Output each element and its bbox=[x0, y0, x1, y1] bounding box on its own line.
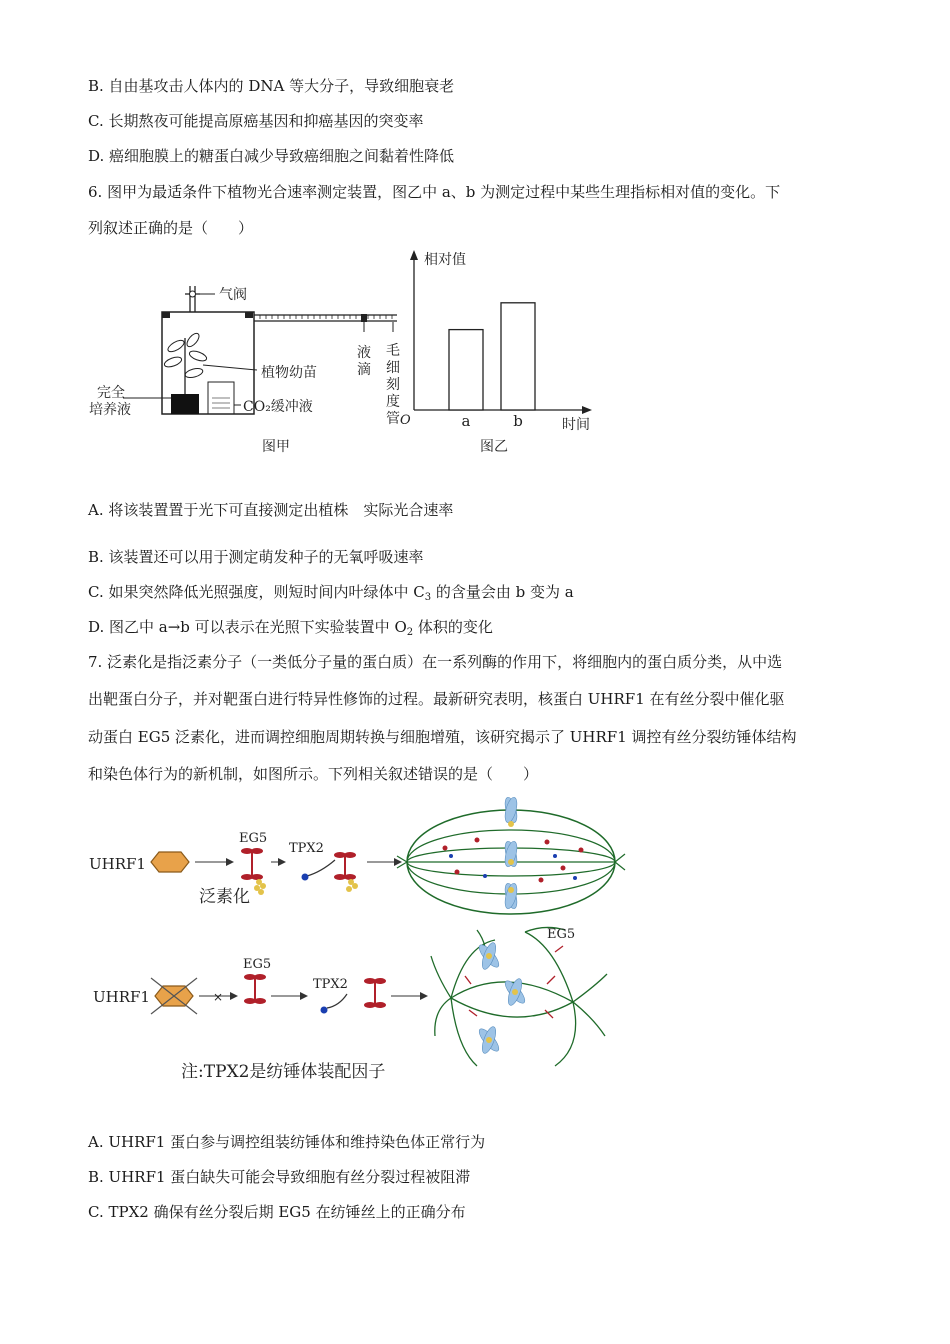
label-droplet-1: 液 bbox=[357, 345, 371, 361]
x-axis-arrow bbox=[582, 406, 592, 414]
q7-stem-line1: 7. 泛素化是指泛素分子（一类低分子量的蛋白质）在一系列酶的作用下，将细胞内的蛋白质分类，从中选 bbox=[88, 653, 783, 671]
figure-jia-apparatus bbox=[85, 270, 405, 460]
tpx2-label-top: TPX2 bbox=[289, 841, 324, 856]
caption-yi: 图乙 bbox=[480, 439, 508, 455]
uhrf1-label-top: UHRF1 bbox=[89, 855, 146, 873]
uhrf1-label-bottom: UHRF1 bbox=[93, 988, 150, 1006]
tpx2-separate bbox=[321, 994, 348, 1014]
label-valve: 气阀 bbox=[219, 287, 247, 303]
q6-stem-line1: 6. 图甲为最适条件下植物光合速率测定装置，图乙中 a、b 为测定过程中某些生理指标相对值的变化。下 bbox=[88, 183, 781, 201]
bar-a bbox=[449, 330, 483, 410]
eg5-label-spindle: EG5 bbox=[547, 927, 576, 942]
uhrf1-protein-top bbox=[151, 852, 189, 872]
eg5-protein-unbound bbox=[364, 978, 386, 1008]
q6-option-c-text: C. 如果突然降低光照强度，则短时间内叶绿体中 C bbox=[88, 583, 425, 601]
figure-note: 注:TPX2是纺锤体装配因子 bbox=[181, 1062, 386, 1082]
origin-label: O bbox=[400, 413, 411, 428]
ubiquitination-label: 泛素化 bbox=[199, 887, 250, 907]
label-seedling: 植物幼苗 bbox=[261, 365, 317, 381]
bar-b bbox=[501, 303, 535, 410]
label-capillary-3: 刻 bbox=[386, 377, 400, 393]
normal-spindle bbox=[397, 796, 625, 914]
q7-stem-line3: 动蛋白 EG5 泛素化，进而调控细胞周期转换与细胞增殖，该研究揭示了 UHRF1 调控有丝分裂纺锤体结构 bbox=[88, 728, 797, 746]
q5-option-b: B. 自由基攻击人体内的 DNA 等大分子，导致细胞衰老 bbox=[88, 77, 455, 95]
q6-option-d-text: D. 图乙中 a→b 可以表示在光照下实验装置中 O bbox=[88, 618, 407, 636]
q7-stem-line4: 和染色体行为的新机制，如图所示。下列相关叙述错误的是（ ） bbox=[88, 765, 539, 783]
q6-option-d-text-end: 体积的变化 bbox=[417, 618, 493, 636]
label-capillary-2: 细 bbox=[386, 360, 400, 376]
label-capillary-4: 度 bbox=[386, 394, 400, 410]
label-solution-1: 完全 bbox=[97, 385, 125, 401]
q5-option-d: D. 癌细胞膜上的糖蛋白减少导致癌细胞之间黏着性降低 bbox=[88, 147, 455, 165]
blocked-x-mark: × bbox=[213, 990, 224, 1004]
label-buffer: CO₂缓冲液 bbox=[243, 399, 313, 415]
figure-uhrf1-pathway bbox=[85, 796, 645, 1088]
q7-option-a: A. UHRF1 蛋白参与调控组装纺锤体和维持染色体正常行为 bbox=[88, 1133, 486, 1151]
caption-jia: 图甲 bbox=[262, 439, 290, 455]
label-solution-2: 培养液 bbox=[89, 402, 131, 418]
tpx2-label-bottom: TPX2 bbox=[313, 977, 348, 992]
eg5-protein-plain bbox=[244, 974, 266, 1004]
tpx2-eg5-complex bbox=[302, 852, 359, 892]
q6-option-b: B. 该装置还可以用于测定萌发种子的无氧呼吸速率 bbox=[88, 548, 424, 566]
label-capillary-1: 毛 bbox=[386, 343, 400, 359]
q6-option-d bbox=[88, 617, 493, 643]
q6-option-a: A. 将该装置置于光下可直接测定出植株 实际光合速率 bbox=[88, 501, 454, 519]
eg5-label-top: EG5 bbox=[239, 831, 268, 846]
y-axis-label: 相对值 bbox=[424, 252, 466, 268]
eg5-label-bottom: EG5 bbox=[243, 957, 272, 972]
q7-option-c: C. TPX2 确保有丝分裂后期 EG5 在纺锤丝上的正确分布 bbox=[88, 1203, 466, 1221]
q7-option-b: B. UHRF1 蛋白缺失可能会导致细胞有丝分裂过程被阻滞 bbox=[88, 1168, 471, 1186]
category-label-a: a bbox=[461, 412, 471, 430]
category-label-b: b bbox=[513, 412, 523, 430]
q7-stem-line2: 出靶蛋白分子，并对靶蛋白进行特异性修饰的过程。最新研究表明，核蛋白 UHRF1 在有丝分裂中催化驱 bbox=[88, 690, 785, 708]
abnormal-spindle bbox=[431, 927, 607, 1066]
y-axis-arrow bbox=[410, 250, 418, 260]
q6-option-c-text-end: 的含量会由 b 变为 a bbox=[435, 583, 574, 601]
figure-yi-chart bbox=[378, 246, 608, 460]
x-axis-label: 时间 bbox=[562, 417, 590, 433]
q6-option-c-subscript: 3 bbox=[424, 592, 432, 603]
q6-option-d-subscript: 2 bbox=[406, 627, 414, 638]
q6-option-c bbox=[88, 582, 574, 608]
label-droplet-2: 滴 bbox=[357, 362, 371, 378]
q6-stem-line2: 列叙述正确的是（ ） bbox=[88, 219, 254, 237]
label-capillary-5: 管 bbox=[386, 411, 400, 427]
q5-option-c: C. 长期熬夜可能提高原癌基因和抑癌基因的突变率 bbox=[88, 112, 424, 130]
